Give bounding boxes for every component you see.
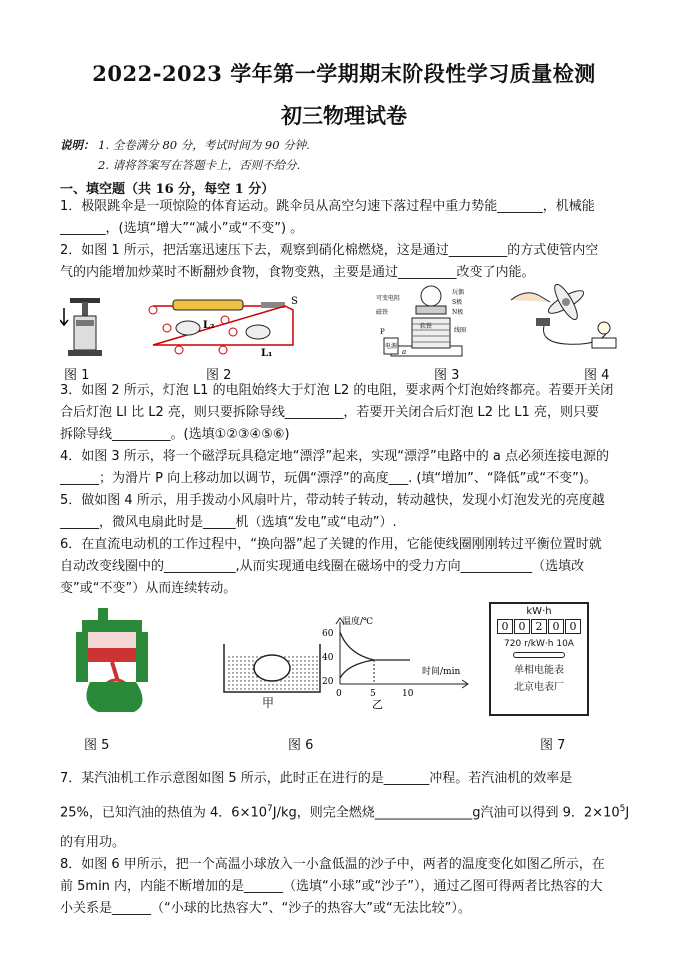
fig3-label-coil: 线圈 bbox=[454, 327, 467, 334]
q4-line1: 4．如图 3 所示，将一个磁浮玩具稳定地“漂浮”起来，实现“漂浮”电路中的 a 点必须连接电源的 bbox=[60, 449, 609, 464]
fig3-label-doll: 玩偶 bbox=[452, 289, 465, 296]
questions-3-to-6 bbox=[60, 380, 640, 600]
fig3-label-a: a bbox=[402, 348, 407, 356]
fig6-yi-label: 乙 bbox=[372, 698, 383, 710]
fig7-digit: 0 bbox=[514, 619, 530, 634]
fig1-caption: 图 1 bbox=[64, 368, 90, 383]
fig2-l1-label: L₁ bbox=[261, 348, 273, 359]
fig6-jia-label: 甲 bbox=[262, 696, 275, 710]
fig2-circuit-diagram bbox=[143, 290, 303, 360]
fig6-ylabel: 温度/℃ bbox=[342, 617, 374, 627]
section-heading: 一、填空题（共 16 分，每空 1 分） bbox=[60, 182, 275, 197]
fig7-spec: 720 r/kW·h 10A bbox=[504, 639, 574, 649]
fig7-energy-meter bbox=[489, 602, 589, 716]
fig3-label-iron: 软铁 bbox=[420, 323, 433, 330]
q7-line1: 7．某汽油机工作示意图如图 5 所示，此时正在进行的是_______冲程。若汽油机的效率是 bbox=[60, 771, 573, 786]
question-1 bbox=[60, 196, 640, 284]
fig6-xtick-5: 5 bbox=[370, 689, 376, 699]
fig2-switch-label: S bbox=[291, 296, 298, 307]
fig6a-sandbox bbox=[220, 640, 324, 696]
fig6-xlabel: 时间/min bbox=[422, 667, 461, 677]
q7-text-b: J/kg，则完全燃烧_______________g汽油可以得到 9．2×10 bbox=[272, 805, 620, 821]
q7-text-a: 25%，已知汽油的热值为 4．6×10 bbox=[60, 805, 268, 821]
q7-exp1: 7 bbox=[267, 804, 273, 814]
fig6-ytick-40: 40 bbox=[322, 653, 334, 663]
q8-line3: 小关系是______（“小球的比热容大”、“沙子的热容大”或“无法比较”）。 bbox=[60, 901, 471, 917]
fig4-caption: 图 4 bbox=[584, 368, 610, 383]
fig5-caption: 图 5 bbox=[84, 738, 110, 753]
fig7-caption: 图 7 bbox=[540, 738, 566, 753]
fig7-disc bbox=[513, 652, 565, 658]
notes-line2: 2. 请将答案写在答题卡上，否则不给分. bbox=[98, 158, 301, 172]
q1-line2: _______，(选填“增大”“减小”或“不变”) 。 bbox=[60, 221, 304, 236]
fig3-maglev-diagram bbox=[376, 284, 476, 360]
fig6-ytick-20: 20 bbox=[322, 677, 334, 687]
q4-line2: ______；为滑片 P 向上移动加以调节，玩偶“漂浮”的高度___. (填“增加”、“降低”或“不变”)。 bbox=[60, 471, 597, 486]
notes-label: 说明： bbox=[60, 138, 95, 152]
fig3-label-source: 电源 bbox=[385, 343, 398, 350]
q7-text-c: J bbox=[625, 805, 630, 821]
fig2-caption: 图 2 bbox=[206, 368, 232, 383]
fig6b-temperature-graph bbox=[318, 614, 478, 710]
notes-text1: 1. 全卷满分 80 分，考试时间为 90 分钟. bbox=[98, 138, 310, 152]
fig3-caption: 图 3 bbox=[434, 368, 460, 383]
q6-line1: 6．在直流电动机的工作过程中，“换向器”起了关键的作用，它能使线圈刚刚转过平衡位置时就 bbox=[60, 537, 602, 552]
fig6-xtick-10: 10 bbox=[402, 689, 414, 699]
fig3-label-s: S极 bbox=[452, 299, 463, 306]
q8-line2: 前 5min 内，内能不断增加的是______（选填“小球”或“沙子”），通过乙图可得两者比热容的大 bbox=[60, 879, 603, 895]
q5-line2: ______，微风电扇此时是_____机（选填“发电”或“电动”）. bbox=[60, 515, 397, 530]
q3-line1: 3．如图 2 所示，灯泡 L1 的电阻始终大于灯泡 L2 的电阻，要求两个灯泡始终都亮。若要开关闭 bbox=[60, 383, 614, 398]
fig7-digit: 2 bbox=[531, 619, 547, 634]
q2-line1: 2．如图 1 所示，把活塞迅速压下去，观察到硝化棉燃烧，这是通过_________的方式使管内空 bbox=[60, 243, 599, 258]
fig6-ytick-60: 60 bbox=[322, 629, 334, 639]
fig7-digit: 0 bbox=[548, 619, 564, 634]
fig7-digit-row bbox=[491, 619, 587, 634]
fig3-label-p: P bbox=[380, 328, 385, 336]
page-subtitle: 初三物理试卷 bbox=[281, 103, 407, 128]
q6-line2: 自动改变线圈中的___________,从而实现通电线圈在磁场中的受力方向___________（选填改 bbox=[60, 559, 585, 574]
page-title: 2022-2023 学年第一学期期末阶段性学习质量检测 bbox=[92, 61, 596, 86]
q7-line2 bbox=[60, 798, 640, 824]
q6-line3: 变”或“不变”）从而连续转动。 bbox=[60, 581, 237, 596]
fig3-label-resistor: 可变电阻 bbox=[376, 295, 401, 302]
q7-line3: 的有用功。 bbox=[60, 835, 126, 851]
question-7 bbox=[60, 768, 640, 920]
fig7-digit: 0 bbox=[497, 619, 513, 634]
q5-line1: 5．做如图 4 所示，用手拨动小风扇叶片，带动转子转动，转动越快，发现小灯泡发光的亮度越 bbox=[60, 493, 605, 508]
fig7-unit: kW·h bbox=[526, 606, 552, 617]
fig4-fan-diagram bbox=[506, 282, 618, 360]
fig3-label-magnet: 磁铁 bbox=[376, 309, 389, 316]
q3-line3: 拆除导线_________。(选填①②③④⑤⑥) bbox=[60, 427, 290, 442]
q8-line1: 8．如图 6 甲所示，把一个高温小球放入一小盒低温的沙子中，两者的温度变化如图乙所示，在 bbox=[60, 857, 605, 873]
q7-exp2: 5 bbox=[619, 804, 626, 814]
fig3-label-n: N极 bbox=[452, 309, 464, 316]
q1-line1: 1．极限跳伞是一项惊险的体育运动。跳伞员从高空匀速下落过程中重力势能_______，机械能 bbox=[60, 199, 595, 214]
fig1-piston-diagram bbox=[60, 292, 110, 360]
notes-line1 bbox=[60, 137, 310, 153]
fig2-l2-label: L₂ bbox=[203, 320, 215, 331]
fig7-name: 单相电能表 bbox=[514, 665, 564, 676]
fig7-maker: 北京电表厂 bbox=[514, 682, 564, 693]
fig7-digit: 0 bbox=[565, 619, 581, 634]
fig6-xtick-0: 0 bbox=[336, 689, 342, 699]
q3-line2: 合后灯泡 Ll 比 L2 亮，则只要拆除导线_________，若要开关闭合后灯泡 L2 比 L1 亮，则只要 bbox=[60, 405, 599, 420]
q2-line2: 气的内能增加炒菜时不断翻炒食物，食物变熟，主要是通过_________改变了内能。 bbox=[60, 265, 535, 280]
fig6-caption: 图 6 bbox=[288, 738, 314, 753]
fig5-engine-diagram bbox=[70, 608, 154, 718]
